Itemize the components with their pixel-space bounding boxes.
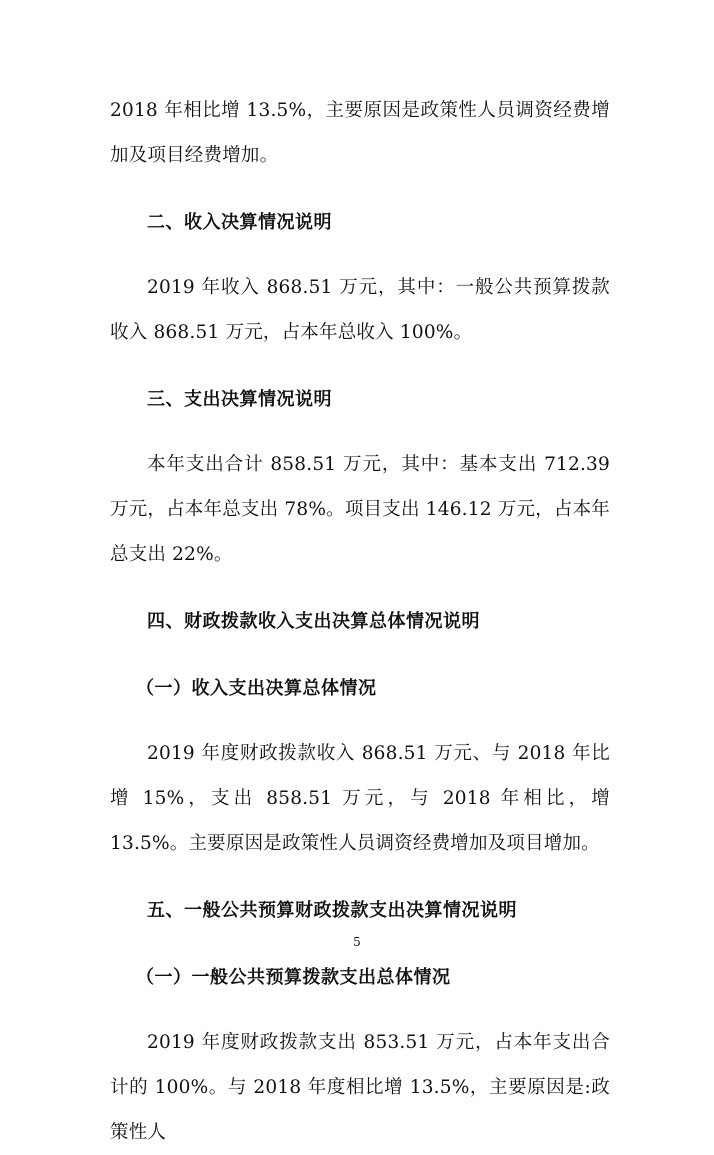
section-heading-income: 二、收入决算情况说明	[147, 212, 332, 233]
section-heading-expenditure: 三、支出决算情况说明	[147, 389, 332, 410]
paragraph-expenditure: 本年支出合计 858.51 万元，其中：基本支出 712.39 万元，占本年总支出 78%。项目支出 146.12 万元，占本年总支出 22%。	[110, 454, 610, 565]
section-heading-general-budget: 五、一般公共预算财政拨款支出决算情况说明	[147, 900, 517, 921]
document-body	[110, 88, 610, 1155]
paragraph-income: 2019 年收入 868.51 万元，其中：一般公共预算拨款收入 868.51 万元，占本年总收入 100%。	[110, 277, 610, 343]
section-heading-fiscal-allocation: 四、财政拨款收入支出决算总体情况说明	[147, 611, 480, 632]
paragraph-continuation: 2018 年相比增 13.5%，主要原因是政策性人员调资经费增加及项目经费增加。	[110, 100, 610, 166]
paragraph-fiscal-overall: 2019 年度财政拨款收入 868.51 万元、与 2018 年比增 15%，支出 858.51 万元，与 2018 年相比，增 13.5%。主要原因是政策性人员调资经费增加及项目增加。	[110, 743, 610, 854]
paragraph-general-budget: 2019 年度财政拨款支出 853.51 万元，占本年支出合计的 100%。与 2018 年度相比增 13.5%，主要原因是:政策性人	[110, 1032, 610, 1143]
subsection-heading-general-overall: （一）一般公共预算拨款支出总体情况	[136, 967, 451, 988]
page-number: 5	[353, 935, 361, 949]
subsection-heading-overall: （一）收入支出决算总体情况	[136, 678, 377, 699]
